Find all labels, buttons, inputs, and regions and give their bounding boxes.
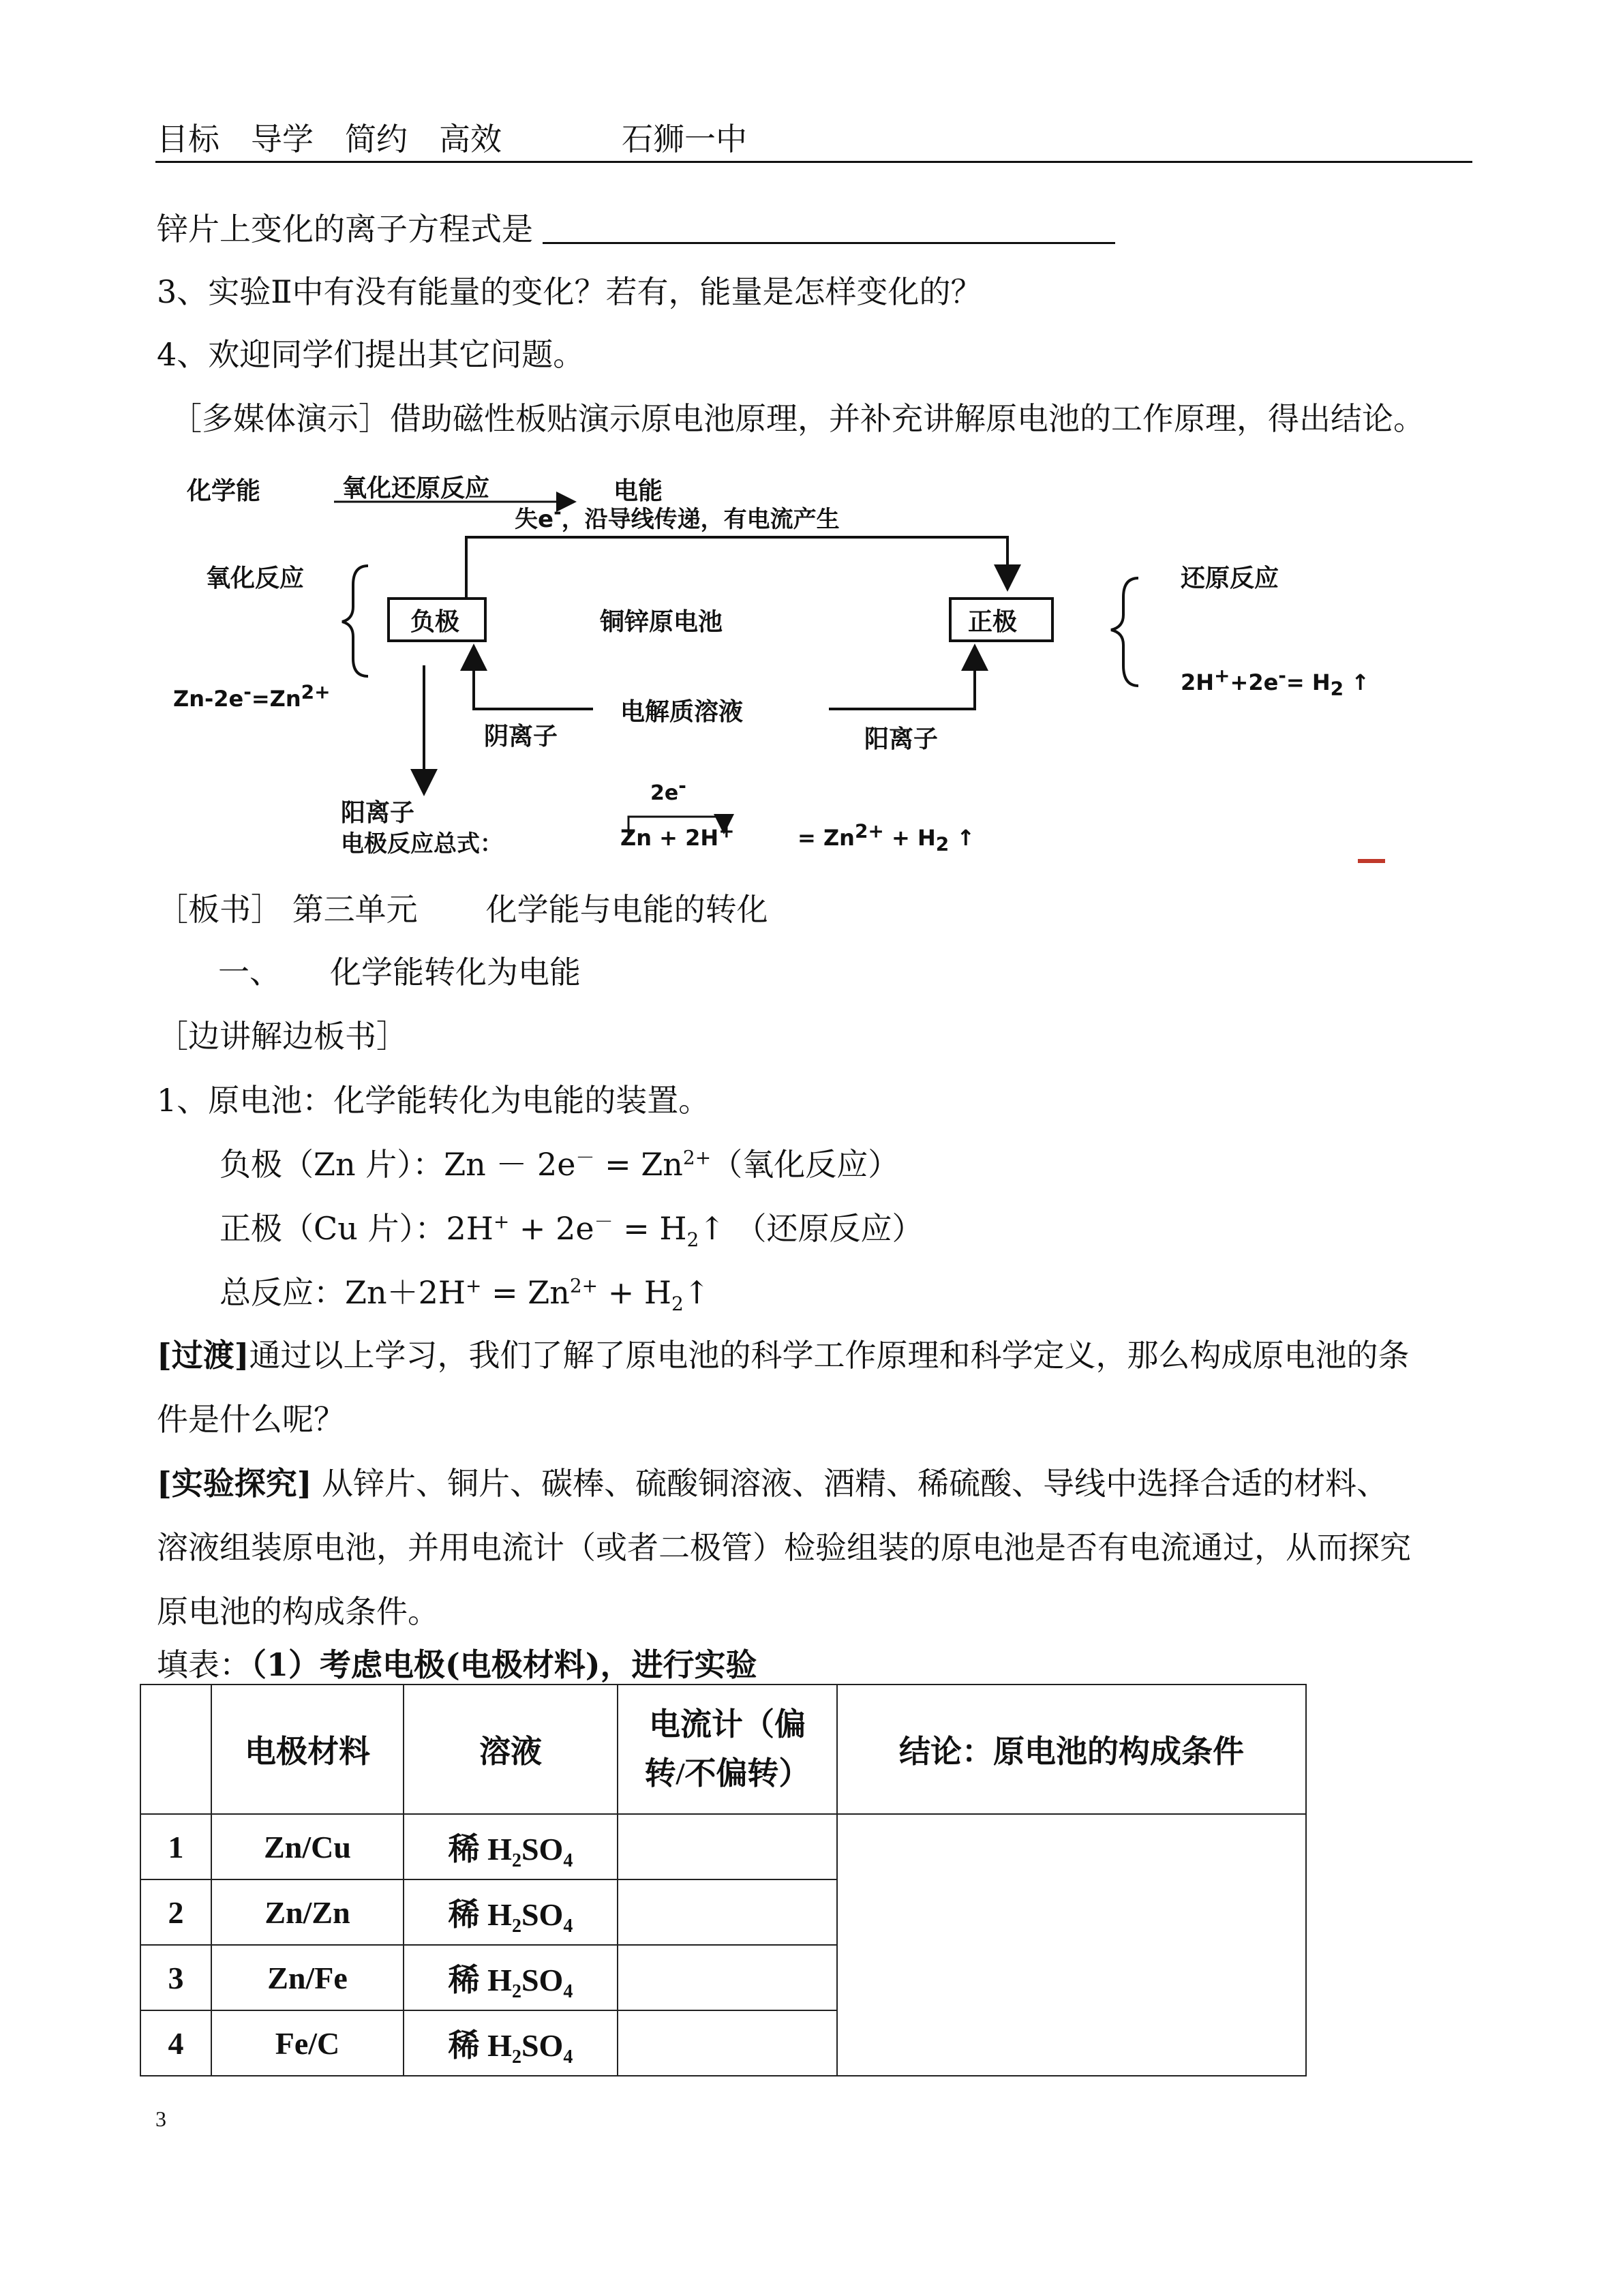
two-electron-label: 2e- bbox=[650, 774, 686, 805]
header-item-efficient: 高效 bbox=[439, 121, 502, 157]
galvanometer-header-line-2: 转/不偏转） bbox=[644, 1756, 810, 1791]
solution-text: 稀 H bbox=[448, 1963, 512, 1997]
board-unit: 第三单元 bbox=[292, 891, 418, 928]
page-header bbox=[157, 115, 778, 160]
galvanic-cell-diagram bbox=[170, 464, 1391, 866]
tot-a: 总反应：Zn＋2H bbox=[219, 1274, 466, 1311]
experiment-table bbox=[140, 1684, 1307, 2076]
zinc-equation-prompt: 锌片上变化的离子方程式是 bbox=[157, 211, 533, 247]
zn-half-a: Zn-2e bbox=[173, 686, 244, 712]
h-half-reaction: $2H^++2e^-= H_2$ ↑ bbox=[1181, 664, 1370, 700]
transition-text-1: 通过以上学习，我们了解了原电池的科学工作原理和科学定义，那么构成原电池的条 bbox=[249, 1337, 1410, 1374]
row-electrode: Fe/C bbox=[211, 2010, 404, 2076]
pos-a: 正极（Cu 片）：2H bbox=[219, 1210, 494, 1247]
header-cell-solution: 溶液 bbox=[404, 1685, 618, 1814]
question-3: 3、实验Ⅱ中有没有能量的变化？若有，能量是怎样变化的？ bbox=[157, 273, 982, 310]
header-cell-conclusion: 结论：原电池的构成条件 bbox=[837, 1685, 1306, 1814]
question-4: 4、欢迎同学们提出其它问题。 bbox=[157, 336, 585, 373]
pos-b: + 2e bbox=[509, 1210, 594, 1247]
elec-energy-label: 电能 bbox=[613, 477, 663, 505]
board-unit-title: 化学能与电能的转化 bbox=[485, 891, 768, 928]
row-solution bbox=[404, 1945, 618, 2010]
total-reaction: 总反应：$Zn+2H^+ = Zn^{2+}$ + $H_2↑$ bbox=[219, 1274, 710, 1316]
header-item-goal: 目标 bbox=[157, 121, 219, 157]
sub-4: 4 bbox=[563, 1850, 573, 1872]
h-half-b: +2e bbox=[1230, 669, 1279, 695]
tot-b: = Zn bbox=[481, 1274, 570, 1311]
sub-2: 2 bbox=[511, 1850, 521, 1872]
pos-c: = H bbox=[613, 1210, 687, 1247]
solution-text: 稀 H bbox=[448, 1897, 512, 1932]
tot-d: ↑ bbox=[683, 1274, 710, 1311]
zn-half-reaction: $Zn-2e^-=Zn^{2+}$ bbox=[173, 680, 331, 712]
redox-label: 氧化还原反应 bbox=[342, 474, 490, 502]
transition-line-1 bbox=[157, 1335, 1410, 1376]
neg-a: 负极（Zn 片）：Zn － 2e bbox=[219, 1146, 576, 1183]
electron-flow-a: 失e bbox=[515, 506, 554, 533]
solution-text: 稀 H bbox=[448, 2028, 512, 2063]
tot-c: + H bbox=[598, 1274, 672, 1311]
header-school: 石狮一中 bbox=[622, 121, 747, 157]
experiment-text-1: 从锌片、铜片、碳棒、硫酸铜溶液、酒精、稀硫酸、导线中选择合适的材料、 bbox=[312, 1465, 1389, 1502]
experiment-line-2: 溶液组装原电池，并用电流计（或者二极管）检验组装的原电池是否有电流通过，从而探究 bbox=[157, 1529, 1411, 1566]
positive-electrode-label: 正极 bbox=[968, 608, 1018, 636]
table-header-row bbox=[140, 1685, 1306, 1814]
pos-d: ↑ （还原反应） bbox=[699, 1210, 924, 1247]
zinc-equation-line bbox=[157, 209, 1115, 250]
electrolyte-label: 电解质溶液 bbox=[620, 698, 744, 726]
section-title: 化学能转化为电能 bbox=[330, 954, 581, 991]
row-electrode: Zn/Fe bbox=[211, 1945, 404, 2010]
sub-2: 2 bbox=[511, 1916, 521, 1937]
sub-2: 2 bbox=[511, 2046, 521, 2068]
two-e-text: 2e bbox=[650, 781, 679, 805]
transition-tag: [过渡] bbox=[157, 1337, 249, 1374]
so-text: SO bbox=[521, 1963, 564, 1997]
row-solution bbox=[404, 1879, 618, 1945]
experiment-tag: [实验探究] bbox=[157, 1465, 312, 1502]
header-cell-num bbox=[140, 1685, 211, 1814]
experiment-line-3: 原电池的构成条件。 bbox=[157, 1593, 439, 1630]
page-number: 3 bbox=[155, 2106, 166, 2131]
anion-left-label: 阴离子 bbox=[484, 723, 558, 751]
sub-4: 4 bbox=[563, 2046, 573, 2068]
sub-2: 2 bbox=[511, 1981, 521, 2003]
conclusion-cell[interactable] bbox=[837, 1814, 1306, 2076]
side-note: ［边讲解边板书］ bbox=[157, 1018, 408, 1055]
header-cell-galvanometer bbox=[618, 1685, 837, 1814]
row-galvanometer-cell[interactable] bbox=[618, 1945, 837, 2010]
table-row bbox=[140, 1814, 1306, 1879]
cell-name-label: 铜锌原电池 bbox=[600, 608, 723, 636]
so-text: SO bbox=[521, 1897, 564, 1932]
row-galvanometer-cell[interactable] bbox=[618, 2010, 837, 2076]
so-text: SO bbox=[521, 1832, 564, 1867]
experiment-line-1 bbox=[157, 1463, 1388, 1504]
electron-flow-b: ，沿导线传递，有电流产生 bbox=[561, 506, 840, 533]
chem-energy-label: 化学能 bbox=[187, 477, 261, 505]
multimedia-line: ［多媒体演示］借助磁性板贴演示原电池原理，并补充讲解原电池的工作原理，得出结论。 bbox=[170, 400, 1425, 437]
section-number: 一、 bbox=[218, 954, 281, 991]
sub-4: 4 bbox=[563, 1916, 573, 1937]
transition-line-2: 件是什么呢？ bbox=[157, 1401, 345, 1438]
total-right-text: = Zn bbox=[798, 825, 855, 851]
total-equation-left: Zn + 2H+ bbox=[620, 819, 735, 851]
board-title-line bbox=[157, 889, 768, 930]
header-item-guide: 导学 bbox=[251, 121, 314, 157]
row-electrode: Zn/Cu bbox=[211, 1814, 404, 1879]
h-half-c: = H bbox=[1286, 669, 1331, 695]
oxidation-label: 氧化反应 bbox=[206, 564, 305, 592]
row-galvanometer-cell[interactable] bbox=[618, 1814, 837, 1879]
row-number: 2 bbox=[140, 1879, 211, 1945]
neg-b: = Zn bbox=[594, 1146, 683, 1183]
fill-label: 填表： bbox=[157, 1646, 251, 1683]
total-left-text: Zn + 2H bbox=[620, 825, 719, 851]
negative-reaction: 负极（Zn 片）：$Zn - 2e^- = Zn^{2+}$（氧化反应） bbox=[219, 1146, 900, 1183]
zn-half-b: =Zn bbox=[251, 686, 301, 712]
reduction-label: 还原反应 bbox=[1181, 564, 1279, 592]
so-text: SO bbox=[521, 2028, 564, 2063]
positive-reaction: 正极（Cu 片）：$2H^+ + 2e^- = H_2↑$ （还原反应） bbox=[219, 1210, 924, 1252]
cation-right-label: 阳离子 bbox=[864, 725, 939, 753]
zinc-equation-blank[interactable] bbox=[543, 212, 1115, 244]
negative-electrode-label: 负极 bbox=[410, 608, 460, 636]
row-galvanometer-cell[interactable] bbox=[618, 1879, 837, 1945]
total-end-text: + H bbox=[892, 825, 936, 851]
section-line bbox=[218, 952, 581, 993]
h-half-a: 2H bbox=[1181, 669, 1215, 695]
row-number: 1 bbox=[140, 1814, 211, 1879]
board-tag: ［板书］ bbox=[157, 891, 282, 928]
row-number: 4 bbox=[140, 2010, 211, 2076]
row-number: 3 bbox=[140, 1945, 211, 2010]
fill-table-heading bbox=[157, 1644, 757, 1685]
row-electrode: Zn/Zn bbox=[211, 1879, 404, 1945]
total-equation-label: 电极反应总式： bbox=[341, 830, 503, 858]
solution-text: 稀 H bbox=[448, 1832, 512, 1867]
row-solution bbox=[404, 1814, 618, 1879]
electron-flow-label: 失e-，沿导线传递，有电流产生 bbox=[515, 500, 840, 533]
galvanometer-header-line-1: 电流计（偏 bbox=[649, 1707, 806, 1742]
galvanic-definition: 1、原电池：化学能转化为电能的装置。 bbox=[157, 1082, 710, 1119]
header-item-simple: 简约 bbox=[345, 121, 408, 157]
cation-bottom-label: 阳离子 bbox=[341, 799, 415, 827]
header-rule bbox=[155, 161, 1472, 163]
neg-c: （氧化反应） bbox=[711, 1146, 900, 1183]
total-equation-right: = $Zn^{2+} + H_2$ ↑ bbox=[798, 819, 975, 856]
header-cell-electrode: 电极材料 bbox=[211, 1685, 404, 1814]
row-solution bbox=[404, 2010, 618, 2076]
sub-4: 4 bbox=[563, 1981, 573, 2003]
fill-title: （1）考虑电极(电极材料)，进行实验 bbox=[251, 1646, 757, 1683]
